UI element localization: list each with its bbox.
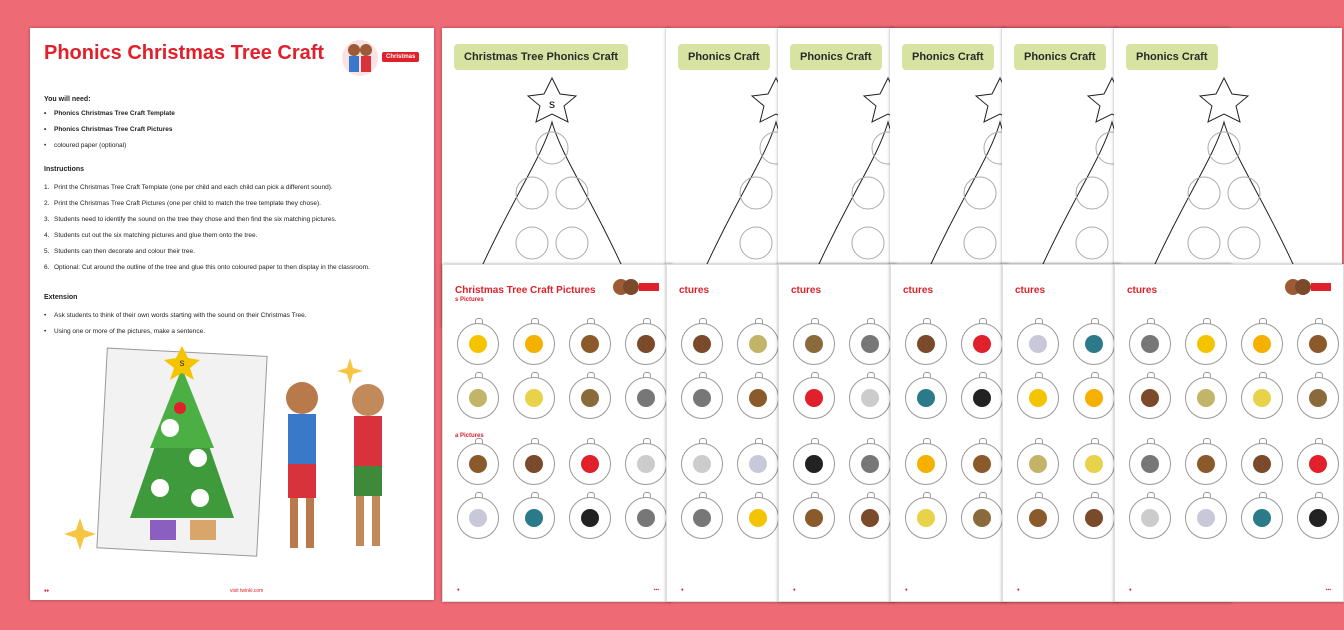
picture-bauble[interactable]: [1129, 443, 1171, 485]
picture-bauble[interactable]: [1241, 443, 1283, 485]
picture-bauble[interactable]: [681, 377, 723, 419]
instructions-page: [30, 28, 434, 600]
picture-icon: [746, 506, 770, 530]
picture-bauble[interactable]: [625, 377, 667, 419]
picture-group-label: a Pictures: [455, 433, 484, 439]
picture-icon: [858, 332, 882, 356]
tree-banner: Phonics Craft: [902, 44, 994, 70]
picture-icon: [970, 386, 994, 410]
picture-icon: [522, 386, 546, 410]
picture-icon: [1082, 452, 1106, 476]
picture-bauble[interactable]: [793, 323, 835, 365]
picture-icon: [522, 332, 546, 356]
picture-bauble[interactable]: [1073, 443, 1115, 485]
picture-sheet-title: ctures: [679, 285, 710, 296]
picture-icon: [578, 506, 602, 530]
picture-icon: [690, 386, 714, 410]
picture-bauble[interactable]: [1073, 497, 1115, 539]
picture-bauble[interactable]: [793, 443, 835, 485]
picture-icon: [466, 332, 490, 356]
picture-icon: [1082, 506, 1106, 530]
picture-icon: [914, 452, 938, 476]
picture-bauble[interactable]: [569, 377, 611, 419]
picture-bauble[interactable]: [1185, 443, 1227, 485]
picture-bauble[interactable]: [1297, 443, 1339, 485]
tree-banner: Christmas Tree Phonics Craft: [454, 44, 628, 70]
picture-bauble[interactable]: [737, 443, 779, 485]
picture-bauble[interactable]: [1073, 323, 1115, 365]
picture-bauble[interactable]: [737, 323, 779, 365]
instructions-heading: Instructions: [44, 166, 85, 173]
picture-icon: [1082, 332, 1106, 356]
tree-banner: Phonics Craft: [790, 44, 882, 70]
kids-logo-icon: [611, 275, 661, 301]
picture-icon: [1306, 506, 1330, 530]
picture-sheet-page: [1114, 264, 1344, 602]
picture-icon: [634, 452, 658, 476]
twinkl-logo-icon: ♦: [457, 587, 460, 593]
picture-icon: [690, 452, 714, 476]
picture-bauble[interactable]: [1017, 323, 1059, 365]
picture-bauble[interactable]: [1129, 323, 1171, 365]
picture-icon: [1026, 506, 1050, 530]
picture-bauble[interactable]: [457, 443, 499, 485]
picture-bauble[interactable]: [961, 443, 1003, 485]
picture-icon: [746, 452, 770, 476]
picture-bauble[interactable]: [1073, 377, 1115, 419]
picture-bauble[interactable]: [569, 443, 611, 485]
need-item[interactable]: • Phonics Christmas Tree Craft Template: [44, 110, 175, 117]
step: 6. Optional: Cut around the outline of the tree and glue this onto coloured paper to then display in the classroom.: [44, 264, 370, 271]
need-item[interactable]: • Phonics Christmas Tree Craft Pictures: [44, 126, 173, 133]
picture-bauble[interactable]: [849, 443, 891, 485]
twinkl-logo-icon: ♦: [1129, 587, 1132, 593]
picture-icon: [1250, 506, 1274, 530]
picture-sheet-title: ctures: [1127, 285, 1158, 296]
sparkle-icon: [64, 518, 96, 550]
picture-icon: [466, 386, 490, 410]
picture-bauble[interactable]: [737, 497, 779, 539]
picture-bauble[interactable]: [961, 377, 1003, 419]
picture-icon: [522, 452, 546, 476]
picture-icon: [1026, 452, 1050, 476]
twinkl-logo-icon: ♦: [793, 587, 796, 593]
twinkl-logo-icon: ♦: [681, 587, 684, 593]
picture-icon: [578, 386, 602, 410]
twinkl-logo-icon: ♦: [905, 587, 908, 593]
picture-icon: [466, 506, 490, 530]
picture-icon: [746, 332, 770, 356]
picture-icon: [1026, 332, 1050, 356]
star-letter: s: [179, 358, 185, 369]
picture-bauble[interactable]: [457, 323, 499, 365]
picture-bauble[interactable]: [905, 323, 947, 365]
picture-icon: [970, 332, 994, 356]
picture-bauble[interactable]: [1185, 323, 1227, 365]
step: 1. Print the Christmas Tree Craft Template (one per child and each child can pick a different sound).: [44, 184, 333, 191]
tree-banner: Phonics Craft: [1126, 44, 1218, 70]
picture-icon: [1138, 452, 1162, 476]
picture-icon: [1306, 332, 1330, 356]
picture-bauble[interactable]: [737, 377, 779, 419]
picture-icon: [690, 332, 714, 356]
christmas-badge: Christmas: [382, 52, 419, 62]
picture-icon: [1194, 452, 1218, 476]
kids-logo-icon: [1283, 275, 1333, 301]
picture-icon: [578, 332, 602, 356]
page-title: Phonics Christmas Tree Craft: [44, 42, 325, 64]
step: 5. Students can then decorate and colour their tree.: [44, 248, 195, 255]
picture-bauble[interactable]: [513, 377, 555, 419]
picture-bauble[interactable]: [1017, 497, 1059, 539]
picture-icon: [802, 386, 826, 410]
picture-icon: [1138, 332, 1162, 356]
picture-bauble[interactable]: [1017, 377, 1059, 419]
picture-icon: [1194, 332, 1218, 356]
picture-bauble[interactable]: [793, 377, 835, 419]
picture-icon: [1306, 386, 1330, 410]
picture-bauble[interactable]: [1241, 377, 1283, 419]
picture-sheet-title: ctures: [903, 285, 934, 296]
picture-bauble[interactable]: [513, 323, 555, 365]
picture-icon: [914, 332, 938, 356]
picture-bauble[interactable]: [1241, 323, 1283, 365]
extension-heading: Extension: [44, 294, 78, 301]
picture-icon: [1194, 386, 1218, 410]
picture-icon: [690, 506, 714, 530]
picture-bauble[interactable]: [1241, 497, 1283, 539]
picture-bauble[interactable]: [849, 497, 891, 539]
picture-bauble[interactable]: [569, 323, 611, 365]
footer-url[interactable]: visit twinkl.com: [230, 588, 264, 594]
picture-sheet-title: Christmas Tree Craft Pictures: [455, 285, 596, 296]
picture-icon: [1138, 506, 1162, 530]
twinkl-logo-icon: ♦♦: [44, 588, 50, 594]
picture-icon: [802, 452, 826, 476]
picture-icon: [858, 506, 882, 530]
picture-bauble[interactable]: [513, 443, 555, 485]
picture-icon: [970, 506, 994, 530]
picture-bauble[interactable]: [625, 497, 667, 539]
picture-icon: [1250, 452, 1274, 476]
picture-bauble[interactable]: [961, 497, 1003, 539]
step: 3. Students need to identify the sound on the tree they chose and then find the six matching pictures.: [44, 216, 337, 223]
extension-item: • Ask students to think of their own words starting with the sound on their Christmas Tree.: [44, 312, 307, 319]
picture-icon: [634, 332, 658, 356]
picture-icon: [970, 452, 994, 476]
picture-group-label: s Pictures: [455, 297, 484, 303]
picture-bauble[interactable]: [1297, 377, 1339, 419]
svg-text:s: s: [549, 97, 555, 111]
picture-bauble[interactable]: [681, 443, 723, 485]
picture-sheet-title: ctures: [1015, 285, 1046, 296]
picture-bauble[interactable]: [625, 323, 667, 365]
picture-icon: [858, 452, 882, 476]
picture-bauble[interactable]: [457, 497, 499, 539]
step: 4. Students cut out the six matching pictures and glue them onto the tree.: [44, 232, 258, 239]
picture-icon: [466, 452, 490, 476]
picture-icon: [1250, 386, 1274, 410]
picture-icon: [1194, 506, 1218, 530]
picture-bauble[interactable]: [1017, 443, 1059, 485]
picture-icon: [1250, 332, 1274, 356]
picture-sheet-page: [442, 264, 672, 602]
picture-icon: [858, 386, 882, 410]
twinkl-logo-icon: ♦: [1017, 587, 1020, 593]
step: 2. Print the Christmas Tree Craft Pictures (one per child to match the tree template they chose).: [44, 200, 321, 207]
picture-bauble[interactable]: [905, 497, 947, 539]
tree-banner: Phonics Craft: [1014, 44, 1106, 70]
picture-icon: [746, 386, 770, 410]
footer-mark-icon: ▪▪▪: [1325, 587, 1331, 593]
picture-icon: [914, 506, 938, 530]
picture-bauble[interactable]: [681, 323, 723, 365]
picture-bauble[interactable]: [905, 443, 947, 485]
tree-banner: Phonics Craft: [678, 44, 770, 70]
picture-icon: [634, 386, 658, 410]
picture-icon: [522, 506, 546, 530]
picture-bauble[interactable]: [961, 323, 1003, 365]
picture-bauble[interactable]: [681, 497, 723, 539]
picture-bauble[interactable]: [569, 497, 611, 539]
picture-bauble[interactable]: [1297, 323, 1339, 365]
picture-bauble[interactable]: [1297, 497, 1339, 539]
picture-icon: [802, 332, 826, 356]
picture-icon: [578, 452, 602, 476]
picture-bauble[interactable]: [1185, 377, 1227, 419]
picture-bauble[interactable]: [1129, 497, 1171, 539]
need-item: • coloured paper (optional): [44, 142, 127, 149]
picture-icon: [1026, 386, 1050, 410]
picture-bauble[interactable]: [793, 497, 835, 539]
footer-mark-icon: ▪▪▪: [653, 587, 659, 593]
picture-bauble[interactable]: [513, 497, 555, 539]
picture-bauble[interactable]: [1185, 497, 1227, 539]
picture-icon: [1306, 452, 1330, 476]
picture-bauble[interactable]: [625, 443, 667, 485]
picture-icon: [1082, 386, 1106, 410]
picture-icon: [802, 506, 826, 530]
illustration-tree-and-kids: [50, 338, 420, 568]
picture-bauble[interactable]: [849, 323, 891, 365]
you-will-need-heading: You will need:: [44, 96, 91, 103]
picture-icon: [914, 386, 938, 410]
picture-icon: [634, 506, 658, 530]
picture-sheet-title: ctures: [791, 285, 822, 296]
picture-bauble[interactable]: [905, 377, 947, 419]
extension-item: • Using one or more of the pictures, make a sentence.: [44, 328, 206, 335]
picture-bauble[interactable]: [849, 377, 891, 419]
picture-bauble[interactable]: [457, 377, 499, 419]
picture-bauble[interactable]: [1129, 377, 1171, 419]
picture-icon: [1138, 386, 1162, 410]
